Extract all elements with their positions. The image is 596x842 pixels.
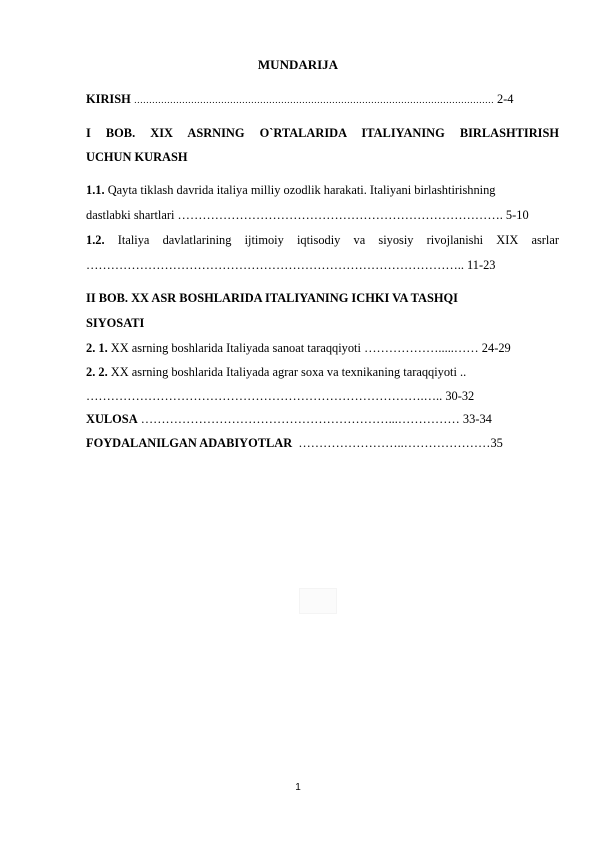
entry-pages: 11-23 <box>467 258 496 272</box>
toc-chapter-1-line-2: UCHUN KURASH <box>86 150 188 164</box>
dot-leader: ……………………..………………… <box>298 436 491 450</box>
toc-section-2-2-line-1 <box>86 365 559 380</box>
toc-title: MUNDARIJA <box>257 57 339 72</box>
toc-chapter-1-line-1: I BOB. XIX ASRNING O`RTALARIDA ITALIYANING BIRLASHTIRISH <box>86 126 559 140</box>
page-number: 1 <box>295 782 301 793</box>
section-number: 1.2. <box>86 233 105 247</box>
toc-section-1-2-line-1 <box>86 233 559 248</box>
entry-label: XULOSA <box>86 412 138 426</box>
section-number: 2. 1. <box>86 341 108 355</box>
toc-entry-adabiyotlar <box>86 436 559 451</box>
toc-entry-xulosa <box>86 412 559 427</box>
dot-leader: ……………………………………………………………………….….. <box>86 389 443 403</box>
dot-leader: ……………………………………………………...…………… <box>140 412 460 426</box>
section-title: XX asrning boshlarida Italiyada agrar soxa va texnikaning taraqqiyoti .. <box>110 365 467 379</box>
toc-chapter-2-line-1: II BOB. XX ASR BOSHLARIDA ITALIYANING ICHKI VA TASHQI <box>86 291 458 305</box>
entry-pages: 5-10 <box>505 208 529 222</box>
section-number: 1.1. <box>86 183 105 197</box>
dot-leader: ………………………………………………………………………………………………………… <box>133 95 494 105</box>
dot-leader: ……………………………………………………………………. <box>177 208 503 222</box>
entry-pages: 24-29 <box>481 341 511 355</box>
toc-section-1-2-line-2 <box>86 258 559 273</box>
toc-entry-kirish <box>86 92 559 108</box>
entry-pages: 30-32 <box>445 389 475 403</box>
entry-pages: 33-34 <box>462 412 492 426</box>
section-number: 2. 2. <box>86 365 108 379</box>
section-title: XX asrning boshlarida Italiyada sanoat taraqqiyoti <box>110 341 361 355</box>
entry-label: FOYDALANILGAN ADABIYOTLAR <box>86 436 293 450</box>
section-title: Qayta tiklash davrida italiya milliy ozodlik harakati. Italiyani birlashtirishning <box>107 183 496 197</box>
toc-section-2-2-line-2 <box>86 389 559 404</box>
toc-section-2-1 <box>86 341 559 356</box>
entry-pages: 2-4 <box>496 92 514 106</box>
section-title-cont: dastlabki shartlari <box>86 208 175 222</box>
entry-pages: 35 <box>490 436 503 450</box>
section-title: Italiya davlatlarining ijtimoiy iqtisodiy va siyosiy rivojlanishi XIX asrlar <box>117 233 559 247</box>
faint-watermark <box>299 588 337 614</box>
dot-leader: ……………………………………………………………………………….. <box>86 258 464 272</box>
toc-section-1-1-line-2 <box>86 208 559 223</box>
dot-leader: ……………….....…… <box>364 341 479 355</box>
entry-label: KIRISH <box>86 92 131 106</box>
toc-chapter-2-line-2: SIYOSATI <box>86 316 145 330</box>
toc-section-1-1-line-1 <box>86 183 559 198</box>
